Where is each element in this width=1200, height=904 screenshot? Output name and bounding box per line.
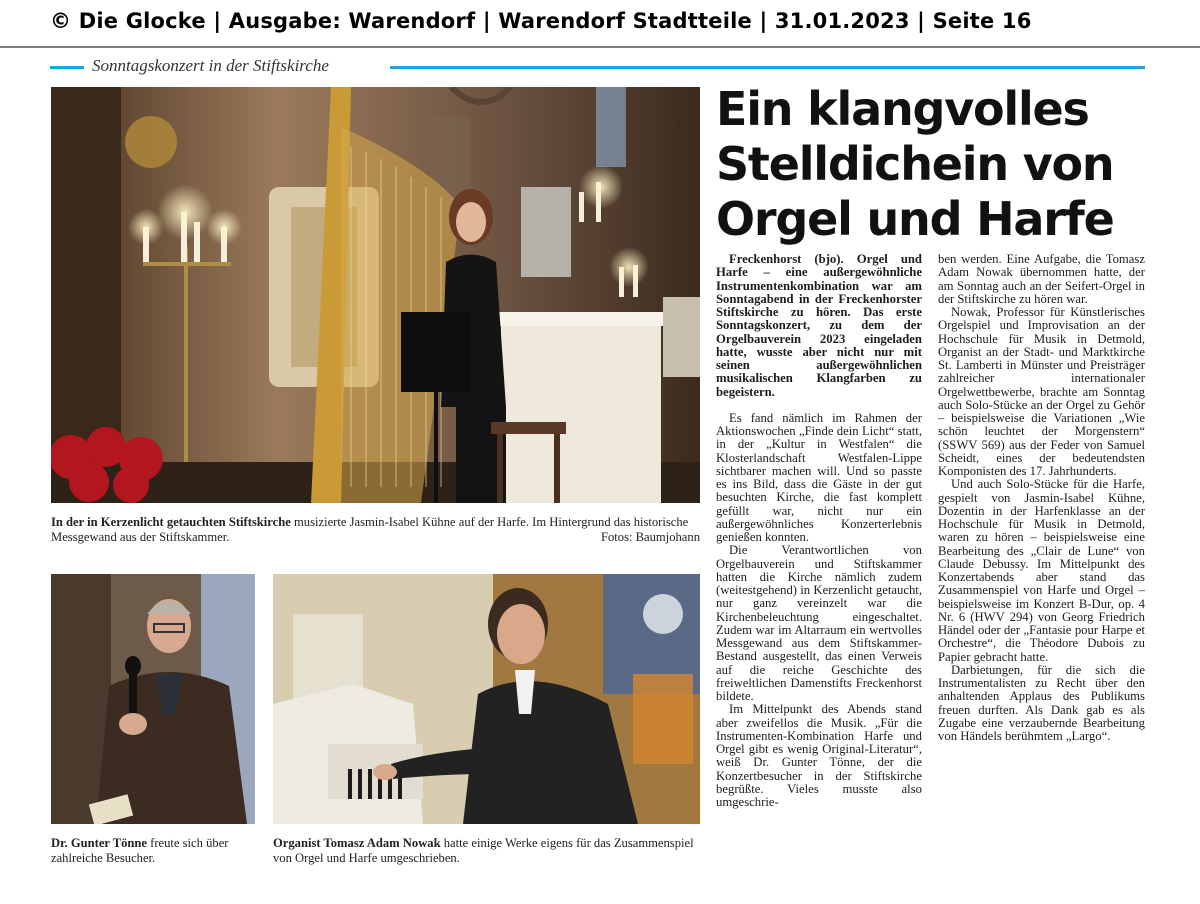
- article-paragraph: ben werden. Eine Aufgabe, die Tomasz Adam Nowak übernommen hatte, der am Sonntag auch an der Seifert-Orgel in der Stiftskirche zu hören war.: [938, 252, 1145, 306]
- article-column-1: [716, 253, 922, 809]
- article-paragraph: Die Verantwortlichen von Orgelbauverein und Stiftskammer hatten die Kirche nämlich zudem (weitestgehend) in Kerzenlicht getaucht, nur ganz vereinzelt war die Kirchenbeleuchtung eingeschaltet. Zudem war im Altarraum ein wertvolles Messgewand aus dem Stiftskammer-Bestand ausgestellt, das einen Verweis auf die reiche Geschichte des freiweltlichen Damenstifts Freckenhorst bildete.: [716, 543, 922, 703]
- headline-line-1: Ein klangvolles: [716, 82, 1089, 136]
- photo-organist: [273, 574, 700, 824]
- caption-speaker-bold: Dr. Gunter Tönne: [51, 836, 147, 850]
- caption-main-bold: In der in Kerzenlicht getauchten Stiftskirche: [51, 515, 291, 529]
- caption-speaker: [51, 836, 266, 865]
- headline-line-3: Orgel und Harfe: [716, 192, 1114, 246]
- caption-organist-bold: Organist Tomasz Adam Nowak: [273, 836, 441, 850]
- article-paragraph: Nowak, Professor für Künstlerisches Orgelspiel und Improvisation an der Hochschule für Musik in Detmold, Organist an der Stadt- und Marktkirche St. Lamberti in Münster und Preisträger zahlreicher internationaler Orgelwettbewerbe, brachte am Sonntag auch Solo-Stücke an der Orgel zu Gehör – beispielsweise die Variationen „Wie schön leuchtet der Morgenstern“ (SSWV 569) aus der Feder von Samuel Scheidt, eines der bedeutendsten Komponisten des 17. Jahrhunderts.: [938, 305, 1145, 478]
- kicker-row: [50, 56, 1145, 78]
- article-paragraph: Darbietungen, für die sich die Instrumentalisten zu Recht über den anhaltenden Applaus des Publikums freuen durften. Als Dank gab es als Zugabe eine verzaubernde Bearbeitung von Händels berühmtem „Largo“.: [938, 662, 1145, 743]
- article-headline: [716, 82, 1156, 247]
- kicker-rule-left: [50, 66, 84, 69]
- article-paragraph: Es fand nämlich im Rahmen der Aktionswochen „Finde dein Licht“ statt, in der „Kultur in Westfalen“ die Klosterlandschaft Westfalen-Lippe sichtbarer machen will. Und so passte es ins Bild, dass die Gäste in der gut besuchten Kirche, die fast komplett gefüllt war, nicht nur ein außergewöhnliches Konzerterlebnis genießen konnten.: [716, 410, 922, 544]
- kicker-text: Sonntagskonzert in der Stiftskirche: [92, 56, 329, 75]
- masthead-bar: [0, 0, 1200, 48]
- photo-credit: Fotos: Baumjohann: [600, 529, 700, 544]
- caption-organist: [273, 836, 703, 865]
- photo-speaker: [51, 574, 255, 824]
- article-paragraph: Und auch Solo-Stücke für die Harfe, gespielt von Jasmin-Isabel Kühne, Dozentin in der Harfenklasse an der Hochschule für Musik in Detmold, waren zu hören – beispielsweise eine Bearbeitung des „Clair de Lune“ von Claude Debussy. Im Mittelpunkt des Konzertabends aber stand das Zusammenspiel von Harfe und Orgel – beispielsweise im Konzert B-Dur, op. 4 Nr. 6 (HWV 294) von Georg Friedrich Händel oder der „Fantasie pour Harpe et Orchestre“, die Théodore Dubois zu Papier gebracht hatte.: [938, 477, 1145, 664]
- kicker-rule-right: [390, 66, 1145, 69]
- article-paragraph: Im Mittelpunkt des Abends stand aber zweifellos die Musik. „Für die Instrumenten-Kombination Harfe und Orgel gibt es wenig Original-Literatur“, weiß Dr. Gunter Tönne, der die Konzertbesucher in der Stiftskirche begrüßte. Vieles musste also umgeschrie-: [716, 702, 922, 809]
- photo-harpist: [51, 87, 700, 503]
- masthead-title: © Die Glocke | Ausgabe: Warendorf | Warendorf Stadtteile | 31.01.2023 | Seite 16: [50, 9, 1032, 33]
- caption-organist-text: hatte einige Werke eigens für das Zusammenspiel von Orgel und Harfe umgeschrieben.: [273, 836, 694, 865]
- headline-line-2: Stelldichein von: [716, 137, 1114, 191]
- caption-speaker-text: freute sich über zahlreiche Besucher.: [51, 836, 229, 865]
- caption-main-text: musizierte Jasmin-Isabel Kühne auf der Harfe. Im Hintergrund das historische Messgewand aus der Stiftskammer.: [51, 515, 689, 544]
- article-lead: Freckenhorst (bjo). Orgel und Harfe – eine außergewöhnliche Instrumentenkombination war am Sonntagabend in der Freckenhorster Stiftskirche zu hören. Das erste Sonntagskonzert, zu dem der Orgelbauverein 2023 eingeladen hatte, wusste aber nicht nur mit seinen außergewöhnlichen musikalischen Klangfarben zu begeistern.: [716, 252, 922, 399]
- article-column-2: [938, 253, 1145, 743]
- caption-main: [51, 515, 700, 544]
